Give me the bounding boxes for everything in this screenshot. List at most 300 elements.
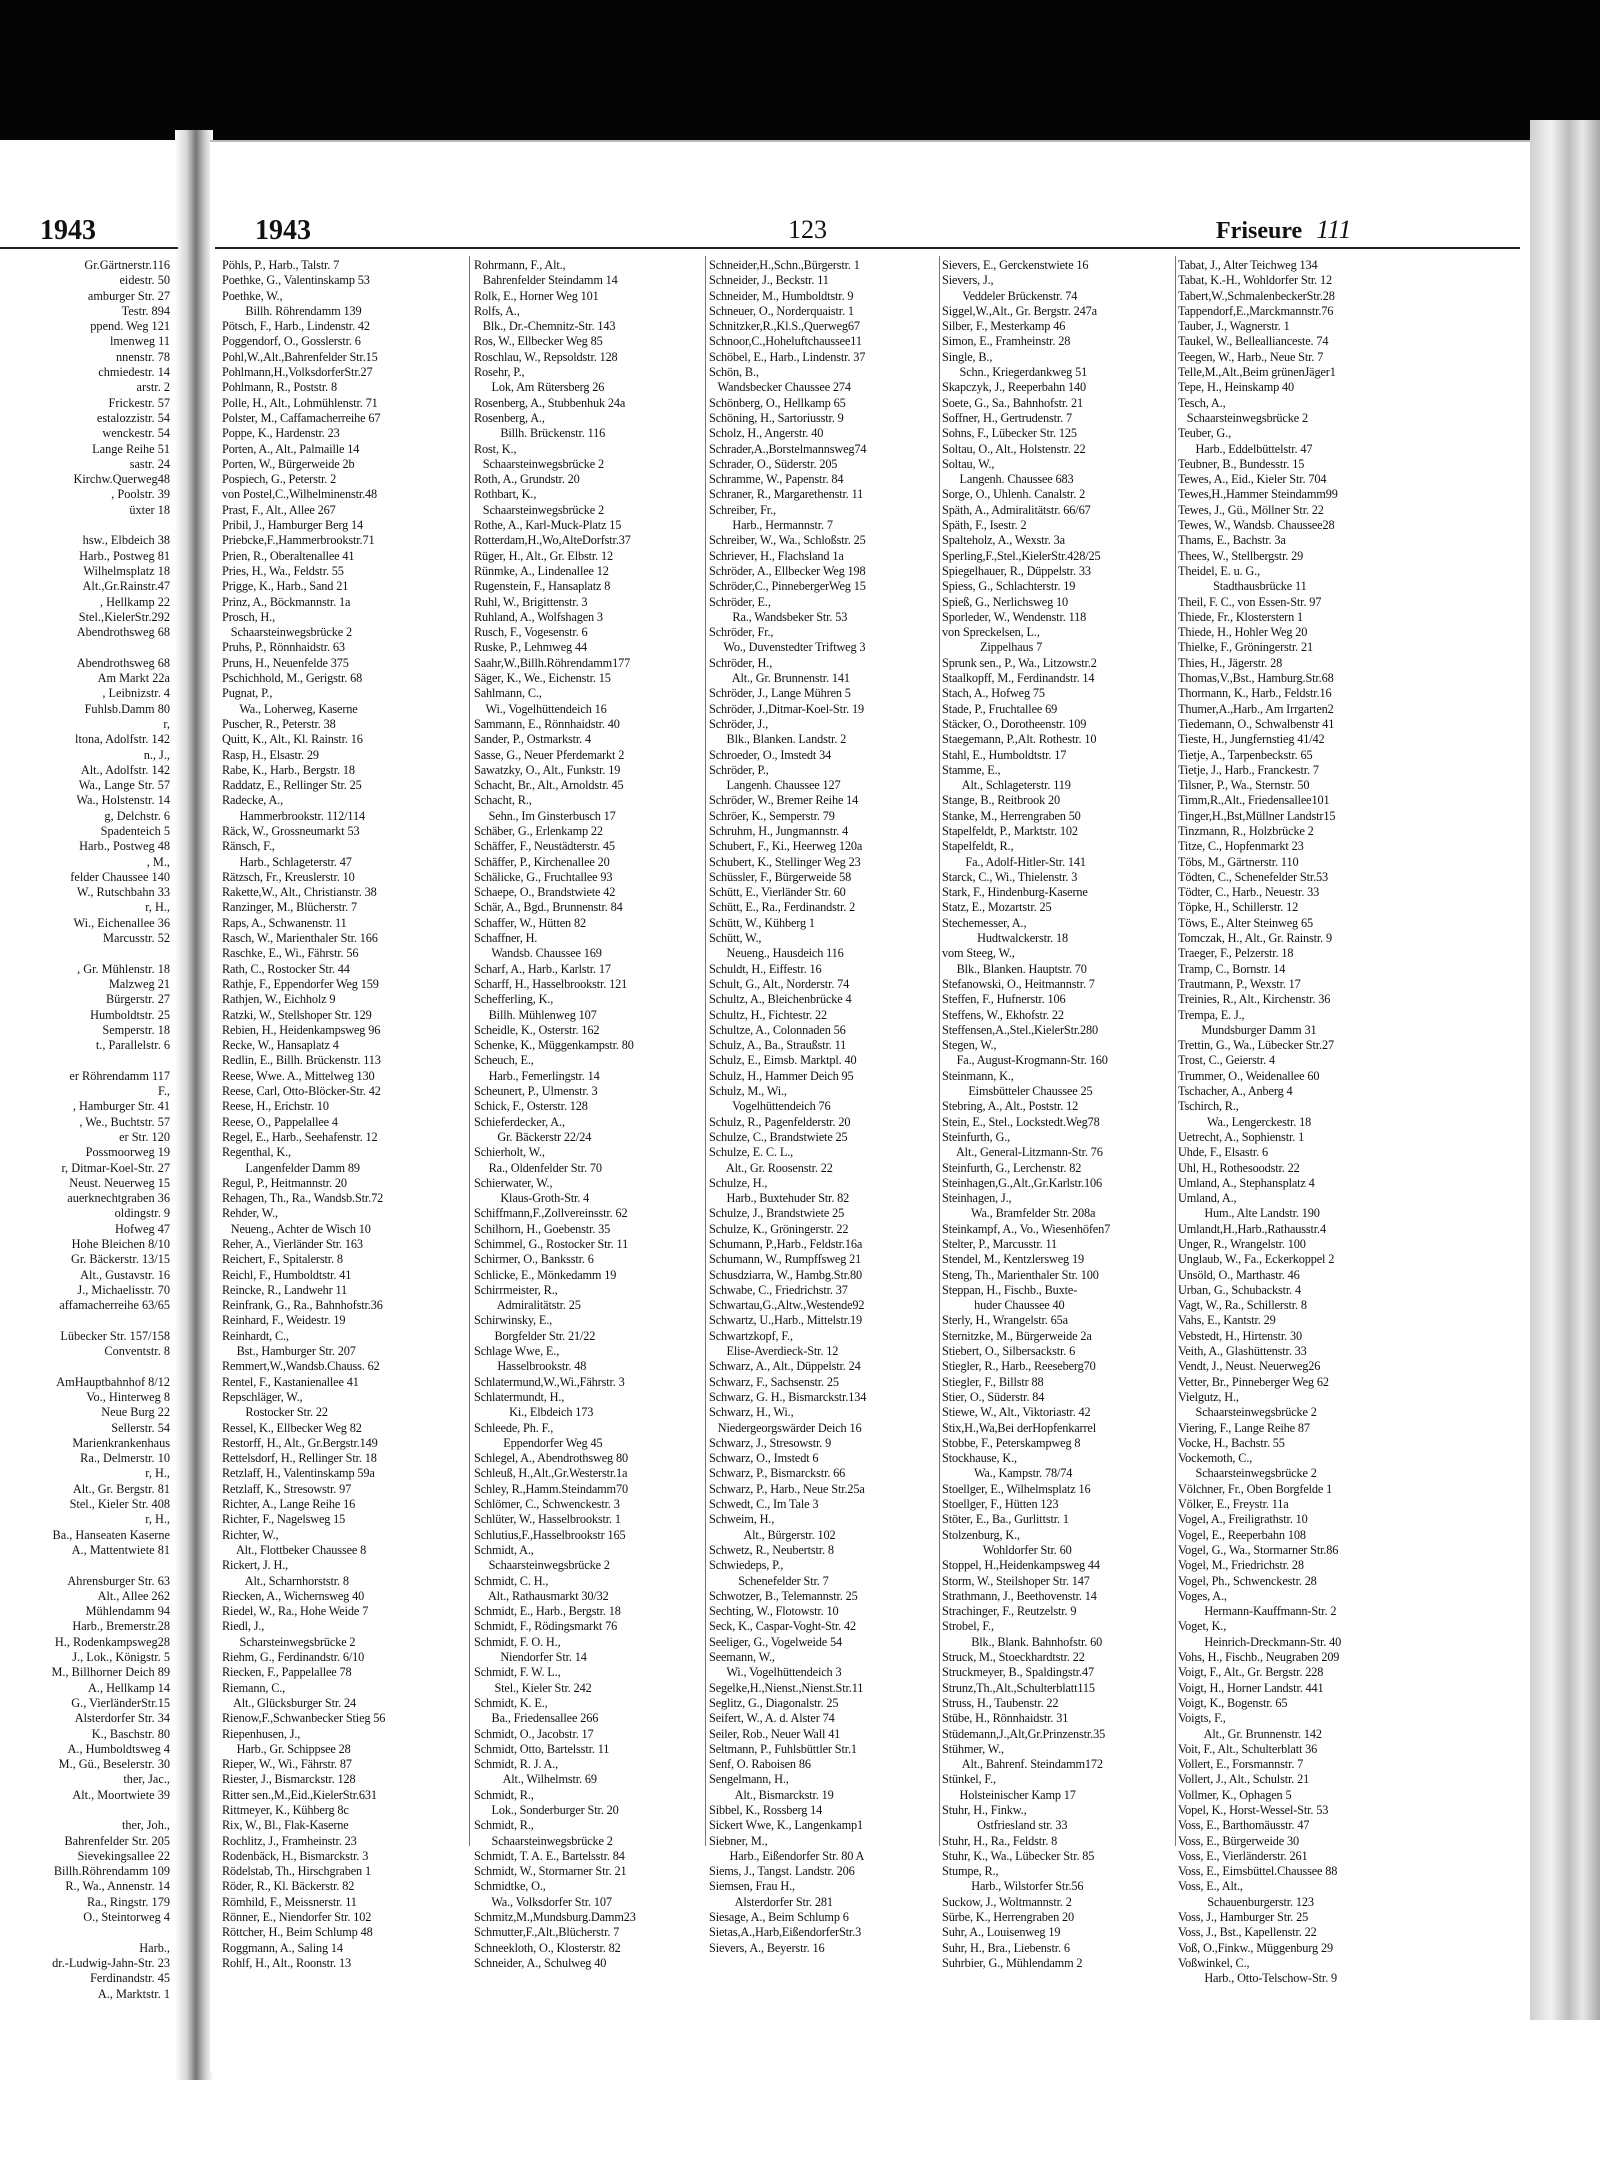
directory-entry: Strachinger, F., Reutzelstr. 9 (942, 1604, 1077, 1619)
directory-entry: Rolfs, A., (474, 303, 520, 318)
directory-entry: Rostocker Str. 22 (222, 1405, 328, 1420)
directory-entry: Pospiech, G., Peterstr. 2 (222, 472, 337, 487)
directory-entry: Tschirch, R., (1178, 1099, 1239, 1114)
directory-entry: Sietas,A.,Harb,EißendorferStr.3 (709, 1925, 862, 1940)
directory-entry: Spieß, G., Nerlichsweg 10 (942, 594, 1069, 609)
directory-entry: Vollert, J., Alt., Schulstr. 21 (1178, 1772, 1310, 1787)
directory-entry: Trost, C., Geierstr. 4 (1178, 1053, 1276, 1068)
directory-entry: Voigts, F., (1178, 1711, 1226, 1726)
directory-entry: Rosenberg, A., (474, 410, 545, 425)
directory-entry: Schreiber, W., Wa., Schloßstr. 25 (709, 533, 866, 548)
left-page-entry-fragment: er Röhrendamm 117 (69, 1068, 170, 1083)
directory-entry: Schmidt, T. A. E., Bartelsstr. 84 (474, 1848, 625, 1863)
directory-entry: Stiegler, F., Billstr 88 (942, 1374, 1044, 1389)
directory-entry: Sprunk sen., P., Wa., Litzowstr.2 (942, 655, 1097, 670)
directory-entry: Vetter, Br., Pinneberger Weg 62 (1178, 1374, 1329, 1389)
left-page-entry-fragment: Billh.Röhrendamm 109 (53, 1864, 170, 1879)
directory-entry: Raschke, E., Wi., Fährstr. 56 (222, 946, 359, 961)
directory-entry: Scheunert, P., Ulmenstr. 3 (474, 1084, 598, 1099)
directory-entry: Schütt, E., Vierländer Str. 60 (709, 885, 846, 900)
directory-entry: Sibbel, K., Rossberg 14 (709, 1802, 823, 1817)
directory-entry: Schönberg, O., Hellkamp 65 (709, 395, 846, 410)
directory-entry: Hudtwalckerstr. 18 (942, 931, 1068, 946)
directory-entry: Schumann, P.,Harb., Feldstr.16a (709, 1237, 863, 1251)
directory-entry: Gr. Bäckerstr 22/24 (474, 1129, 592, 1144)
directory-entry: Stuhr, K., Wa., Lübecker Str. 85 (942, 1848, 1095, 1863)
directory-entry: Schacht, Br., Alt., Arnoldstr. 45 (474, 778, 624, 793)
left-page-entry-fragment: Ferdinandstr. 45 (90, 1971, 170, 1986)
directory-entry: Vebstedt, H., Hirtenstr. 30 (1178, 1328, 1303, 1343)
directory-entry: Eppendorfer Weg 45 (474, 1435, 603, 1450)
directory-entry: Holsteinischer Kamp 17 (942, 1787, 1076, 1802)
directory-entry: Schröder,C., PinnebergerWeg 15 (709, 579, 866, 594)
directory-entry: Ki., Elbdeich 173 (474, 1405, 594, 1420)
directory-entry: Schrader, O., Süderstr. 205 (709, 456, 838, 471)
directory-entry: Hammerbrookstr. 112/114 (222, 808, 365, 823)
directory-entry: Stanke, M., Herrengraben 50 (942, 808, 1081, 823)
directory-entry: Remmert,W.,Wandsb.Chauss. 62 (222, 1359, 380, 1374)
directory-entry: Neueng., Achter de Wisch 10 (222, 1221, 371, 1236)
directory-entry: Rodenbäck, H., Bismarckstr. 3 (222, 1848, 369, 1863)
directory-entry: Schulz, A., Ba., Straußstr. 11 (709, 1038, 847, 1053)
directory-entry: Tinger,H.,Bst,Müllner Landstr15 (1178, 808, 1336, 823)
directory-entry: Alt., Bahrenf. Steindamm172 (942, 1757, 1103, 1772)
left-page-entry-fragment: Semperstr. 18 (102, 1022, 170, 1037)
directory-entry: Treinies, R., Alt., Kirchenstr. 36 (1178, 992, 1331, 1007)
directory-entry: Schierwater, W., (474, 1175, 553, 1190)
directory-entry: Schweim, H., (709, 1512, 775, 1527)
directory-entry: Sechting, W., Flotowstr. 10 (709, 1604, 839, 1619)
directory-entry: Rödelstab, Th., Hirschgraben 1 (222, 1864, 371, 1879)
directory-entry: Schneider, A., Schulweg 40 (474, 1955, 607, 1970)
directory-entry: Thees, W., Stellbergstr. 29 (1178, 548, 1304, 563)
directory-entry: Wa., Lengerckestr. 18 (1178, 1114, 1312, 1129)
directory-entry: Schwetz, R., Neubertstr. 8 (709, 1542, 834, 1557)
directory-entry: Uetrecht, A., Sophienstr. 1 (1178, 1129, 1305, 1144)
directory-entry: Ba., Friedensallee 266 (474, 1711, 599, 1726)
directory-entry: Mundsburger Damm 31 (1178, 1022, 1317, 1037)
directory-entry: Schaarsteinwegsbrücke 2 (1178, 410, 1308, 425)
left-page-entry-fragment: Marienkrankenhaus (72, 1435, 170, 1450)
directory-entry: Veith, A., Glashüttenstr. 33 (1178, 1344, 1307, 1359)
directory-entry: Schlutius,F.,Hasselbrookstr 165 (474, 1527, 626, 1542)
directory-entry: Schwotzer, B., Telemannstr. 25 (709, 1588, 858, 1603)
directory-entry: Harb., Femerlingstr. 14 (474, 1068, 600, 1083)
page-year: 1943 (255, 215, 311, 246)
directory-entry: Richter, W., (222, 1527, 279, 1542)
left-page-entry-fragment: Alsterdorfer Str. 34 (74, 1711, 170, 1726)
directory-entry: Schröder, H., (709, 655, 773, 670)
directory-entry: Roth, A., Grundstr. 20 (474, 472, 580, 487)
directory-entry: huder Chaussee 40 (942, 1298, 1065, 1313)
left-page-entry-fragment: Hofweg 47 (115, 1221, 170, 1236)
directory-entry: Wi., Vogelhüttendeich 3 (709, 1665, 842, 1680)
directory-entry: Riedl, J., (222, 1619, 265, 1634)
directory-entry: Voigt, F., Alt., Gr. Bergstr. 228 (1178, 1665, 1324, 1680)
directory-entry: Klaus-Groth-Str. 4 (474, 1191, 590, 1206)
directory-entry: Stein, E., Stel., Lockstedt.Weg78 (942, 1114, 1100, 1129)
directory-entry: Schulz, R., Pagenfelderstr. 20 (709, 1114, 851, 1129)
directory-entry: Steng, Th., Marienthaler Str. 100 (942, 1267, 1099, 1282)
directory-entry: Schulz, E., Eimsb. Marktpl. 40 (709, 1053, 857, 1068)
column-divider (939, 256, 940, 1846)
directory-entry: Pohl,W.,Alt.,Bahrenfelder Str.15 (222, 349, 378, 364)
directory-entry: Schult, G., Alt., Norderstr. 74 (709, 976, 850, 991)
directory-entry: Restorff, H., Alt., Gr.Bergstr.149 (222, 1435, 378, 1450)
directory-entry: Stier, O., Süderstr. 84 (942, 1389, 1045, 1404)
left-page-entry-fragment: Stel., Kieler Str. 408 (69, 1497, 170, 1512)
directory-entry: Tramp, C., Bornstr. 14 (1178, 961, 1286, 976)
directory-entry: Schulze, C., Brandstwiete 25 (709, 1129, 848, 1144)
directory-entry: Scheuch, E., (474, 1053, 534, 1068)
left-page-entry-fragment: hsw., Elbdeich 38 (82, 533, 170, 548)
directory-entry: Schütt, E., Ra., Ferdinandstr. 2 (709, 900, 856, 915)
left-page-entry-fragment: Stel.,KielerStr.292 (78, 609, 170, 624)
directory-entry: Tabat, J., Alter Teichweg 134 (1178, 258, 1318, 272)
left-page-entry-fragment: , M., (146, 854, 170, 869)
directory-entry: Scharf, A., Harb., Karlstr. 17 (474, 961, 611, 976)
directory-entry: Siems, J., Tangst. Landstr. 206 (709, 1864, 855, 1879)
directory-entry: Pries, H., Wa., Feldstr. 55 (222, 563, 344, 578)
directory-entry: Reese, Carl, Otto-Blöcker-Str. 42 (222, 1084, 381, 1099)
directory-entry: Steffens, W., Ekhofstr. 22 (942, 1007, 1064, 1022)
directory-entry: Umland, A., Stephansplatz 4 (1178, 1175, 1315, 1190)
directory-entry: Sievers, A., Beyerstr. 16 (709, 1940, 825, 1955)
directory-entry: Schenke, K., Müggenkampstr. 80 (474, 1038, 634, 1053)
left-header-rule (0, 247, 178, 249)
directory-entry: Stoellger, E., Wilhelmsplatz 16 (942, 1481, 1091, 1496)
directory-entry: Teuber, G., (1178, 426, 1231, 441)
directory-entry: Säger, K., We., Eichenstr. 15 (474, 671, 611, 686)
directory-entry: Rabe, K., Harb., Bergstr. 18 (222, 762, 355, 777)
directory-entry: Sternitzke, M., Bürgerweide 2a (942, 1328, 1092, 1343)
directory-entry: Röder, R., Kl. Bäckerstr. 82 (222, 1879, 355, 1894)
directory-entry: Alt., Gr. Brunnenstr. 141 (709, 671, 850, 686)
directory-entry: Schefferling, K., (474, 992, 554, 1007)
directory-entry: Schulze, H., (709, 1175, 768, 1190)
left-page-entry-fragment: eidestr. 50 (119, 273, 170, 288)
directory-entry: Stapelfeldt, P., Marktstr. 102 (942, 823, 1078, 838)
left-page-entry-fragment: Ahrensburger Str. 63 (67, 1573, 170, 1588)
directory-entry: Schröder, Fr., (709, 625, 774, 640)
directory-entry: Elise-Averdieck-Str. 12 (709, 1344, 839, 1359)
directory-entry: Strunz,Th.,Alt.,Schulterblatt115 (942, 1680, 1095, 1695)
directory-entry: Vocke, H., Bachstr. 55 (1178, 1435, 1285, 1450)
directory-entry: Riecken, F., Pappelallee 78 (222, 1665, 352, 1680)
directory-entry: Schlegel, A., Abendrothsweg 80 (474, 1451, 628, 1466)
directory-entry: Sohns, F., Lübecker Str. 125 (942, 426, 1077, 441)
directory-entry: Traeger, F., Pelzerstr. 18 (1178, 946, 1294, 961)
directory-entry: Segelke,H.,Nienst.,Nienst.Str.11 (709, 1680, 864, 1695)
directory-entry: Schmidt, C. H., (474, 1573, 549, 1588)
directory-entry: Schleede, Ph. F., (474, 1420, 554, 1435)
directory-entry: Sperling,F.,Stel.,KielerStr.428/25 (942, 548, 1101, 563)
directory-entry: Wa., Bramfelder Str. 208a (942, 1206, 1096, 1221)
directory-entry: Ranzinger, M., Blücherstr. 7 (222, 900, 357, 915)
directory-entry: Retzlaff, H., Valentinskamp 59a (222, 1466, 375, 1481)
directory-entry: Tiedemann, O., Schwalbenstr 41 (1178, 716, 1335, 731)
directory-entry: Ritter sen.,M.,Eid.,KielerStr.631 (222, 1787, 377, 1802)
directory-entry: Steffensen,A.,Stel.,KielerStr.280 (942, 1022, 1099, 1037)
directory-entry: Riepenhusen, J., (222, 1726, 301, 1741)
directory-entry: Räck, W., Grossneumarkt 53 (222, 823, 360, 838)
directory-entry: Stuhr, H., Finkw., (942, 1802, 1027, 1817)
left-page-entry-fragment: sastr. 24 (129, 456, 170, 471)
directory-entry: Schwarz, A., Alt., Düppelstr. 24 (709, 1359, 861, 1374)
directory-entry: Sawatzky, O., Alt., Funkstr. 19 (474, 762, 621, 777)
directory-entry: Vollmer, K., Ophagen 5 (1178, 1787, 1292, 1802)
directory-entry: Rathjen, W., Eichholz 9 (222, 992, 336, 1007)
directory-entry: Niendorfer Str. 14 (474, 1650, 587, 1665)
directory-entry: Reese, O., Pappelallee 4 (222, 1114, 338, 1129)
directory-entry: Soltau, O., Alt., Holstenstr. 22 (942, 441, 1086, 456)
directory-entry: Schaarsteinwegsbrücke 2 (474, 456, 604, 471)
directory-entry: Stefanowski, O., Heitmannstr. 7 (942, 976, 1095, 991)
directory-entry: Hum., Alte Landstr. 190 (1178, 1206, 1320, 1221)
directory-entry: Steinhagen,G.,Alt.,Gr.Karlstr.106 (942, 1175, 1103, 1190)
left-page-entry-fragment: Harb., Postweg 48 (79, 839, 170, 854)
directory-entry: Rüger, H., Alt., Gr. Elbstr. 12 (474, 548, 614, 563)
directory-entry: Schroeder, O., Imstedt 34 (709, 747, 832, 762)
directory-entry: Schubert, F., Ki., Heerweg 120a (709, 839, 863, 854)
directory-entry: Rosehr, P., (474, 365, 525, 380)
directory-entry: Puscher, R., Peterstr. 38 (222, 716, 336, 731)
directory-entry: Eimsbütteler Chaussee 25 (942, 1084, 1093, 1099)
directory-entry: Richter, F., Nagelsweg 15 (222, 1512, 346, 1527)
directory-entry: Pruhs, P., Rönnhaidstr. 63 (222, 640, 345, 655)
directory-entry: Schröder, W., Bremer Reihe 14 (709, 793, 859, 808)
directory-entry: Vendt, J., Neust. Neuerweg26 (1178, 1359, 1321, 1374)
directory-entry: Stark, F., Hindenburg-Kaserne (942, 885, 1088, 900)
directory-entry: Soltau, W., (942, 456, 995, 471)
left-page-entry-fragment: ther, Jac., (123, 1772, 170, 1787)
directory-entry: Harb., Otto-Telschow-Str. 9 (1178, 1971, 1338, 1986)
directory-entry: Stamme, E., (942, 762, 1001, 777)
directory-entry: Ressel, K., Ellbecker Weg 82 (222, 1420, 362, 1435)
directory-entry: Stöter, E., Ba., Gurlittstr. 1 (942, 1512, 1069, 1527)
left-page-entry-fragment: Lübecker Str. 157/158 (60, 1328, 170, 1343)
left-page-entry-fragment: Gr.Gärtnerstr.116 (84, 258, 170, 272)
directory-entry: Schruhm, H., Jungmannstr. 4 (709, 823, 849, 838)
directory-entry: Thies, H., Jägerstr. 28 (1178, 655, 1283, 670)
left-page-entry-fragment (0, 1925, 170, 1940)
directory-entry: Schwarz, H., Wi., (709, 1405, 794, 1420)
directory-entry: Schierholt, W., (474, 1145, 545, 1160)
directory-entry: Urban, G., Schubackstr. 4 (1178, 1282, 1301, 1297)
directory-entry: Vielgutz, H., (1178, 1389, 1239, 1404)
directory-entry: Taukel, W., Belleallianceste. 74 (1178, 334, 1329, 349)
directory-entry: Ra., Wandsbeker Str. 53 (709, 609, 848, 624)
directory-entry: Sürbe, K., Herrengraben 20 (942, 1910, 1075, 1925)
directory-entry: Staalkopff, M., Ferdinandstr. 14 (942, 671, 1095, 686)
left-page-entry-fragment: chmiedestr. 14 (98, 365, 170, 380)
directory-column-4 (942, 258, 1176, 1971)
directory-entry: Simon, E., Framheinstr. 28 (942, 334, 1071, 349)
directory-entry: Vockemoth, C., (1178, 1451, 1253, 1466)
directory-entry: Schlömer, C., Schwenckestr. 3 (474, 1497, 620, 1512)
directory-entry: Schmutter,F.,Alt.,Blücherstr. 7 (474, 1925, 620, 1940)
directory-entry: Schmidt, O., Jacobstr. 17 (474, 1726, 594, 1741)
directory-entry: Pschichhold, M., Gerigstr. 68 (222, 671, 363, 686)
directory-entry: Voss, J., Bst., Kapellenstr. 22 (1178, 1925, 1317, 1940)
directory-entry: Spiegelhauer, R., Düppelstr. 33 (942, 563, 1091, 578)
left-page-entry-fragment: r, Ditmar-Koel-Str. 27 (61, 1160, 170, 1175)
directory-entry: Quitt, K., Alt., Kl. Rainstr. 16 (222, 732, 363, 747)
left-page-entry-fragment: g, Delchstr. 6 (104, 808, 170, 823)
directory-entry: Schwabe, C., Friedrichstr. 37 (709, 1282, 848, 1297)
directory-entry: Schär, A., Bgd., Brunnenstr. 84 (474, 900, 623, 915)
directory-entry: Lok., Sonderburger Str. 20 (474, 1802, 619, 1817)
left-page-entry-fragment: affamacherreihe 63/65 (59, 1298, 170, 1313)
left-page-entry-fragment: r, H., (145, 900, 170, 915)
left-page-entry-fragment: A., Marktstr. 1 (97, 1986, 170, 2001)
directory-entry: Rittmeyer, K., Kühberg 8c (222, 1802, 349, 1817)
directory-entry: Schirwinsky, E., (474, 1313, 553, 1328)
section-title: Friseure (1216, 218, 1303, 244)
directory-entry: Schlüter, W., Hasselbrookstr. 1 (474, 1512, 621, 1527)
left-page-entry-fragment: A., Mattentwiete 81 (71, 1542, 170, 1557)
directory-entry: Stoppel, H.,Heidenkampsweg 44 (942, 1558, 1100, 1573)
directory-entry: Alt., Wilhelmstr. 69 (474, 1772, 597, 1787)
directory-entry: Repschläger, W., (222, 1389, 303, 1404)
directory-entry: Rettelsdorf, H., Rellinger Str. 18 (222, 1451, 377, 1466)
directory-entry: Veddeler Brückenstr. 74 (942, 288, 1078, 303)
directory-entry: Schaffer, W., Hütten 82 (474, 915, 586, 930)
directory-entry: Wo., Duvenstedter Triftweg 3 (709, 640, 866, 655)
directory-entry: Vagt, W., Ra., Schillerstr. 8 (1178, 1298, 1307, 1313)
directory-entry: Blk., Blanken. Landstr. 2 (709, 732, 847, 747)
directory-entry: Schaarsteinwegsbrücke 2 (1178, 1466, 1317, 1481)
directory-entry: Schröder, A., Ellbecker Weg 198 (709, 563, 866, 578)
left-page-entry-fragment: Frickestr. 57 (108, 395, 170, 410)
left-page-entry-fragment: estalozzistr. 54 (96, 410, 170, 425)
directory-entry: Schulz, H., Hammer Deich 95 (709, 1068, 854, 1083)
directory-entry: Schneuer, O., Norderquaistr. 1 (709, 303, 854, 318)
directory-entry: Stockhause, K., (942, 1451, 1017, 1466)
directory-entry: Reichl, F., Humboldtstr. 41 (222, 1267, 352, 1282)
directory-entry: Schuldt, H., Eiffestr. 16 (709, 961, 822, 976)
directory-entry: Schulze, K., Gröningerstr. 22 (709, 1221, 849, 1236)
directory-entry: Sorge, O., Uhlenh. Canalstr. 2 (942, 487, 1086, 502)
section-heading (1216, 215, 1351, 245)
directory-entry: Schmidt, E., Harb., Bergstr. 18 (474, 1604, 621, 1619)
directory-entry: Pohlmann, R., Poststr. 8 (222, 380, 337, 395)
directory-entry: Alt., Scharnhorststr. 8 (222, 1573, 349, 1588)
left-page-entry-fragment: Alt., Adolfstr. 142 (80, 762, 170, 777)
directory-entry: Trummer, O., Weidenallee 60 (1178, 1068, 1320, 1083)
directory-entry: Prigge, K., Harb., Sand 21 (222, 579, 349, 594)
left-page-entry-fragment: Possmoorweg 19 (85, 1145, 170, 1160)
directory-entry: Polle, H., Alt., Lohmühlenstr. 71 (222, 395, 378, 410)
directory-entry: Ros, W., Ellbecker Weg 85 (474, 334, 603, 349)
left-page-entry-fragment: nnenstr. 78 (116, 349, 170, 364)
left-page-entry-fragment: Alt., Gr. Bergstr. 81 (72, 1481, 170, 1496)
directory-entry: Schiffmann,F.,Zollvereinsstr. 62 (474, 1206, 628, 1221)
directory-entry: Roschlau, W., Repsoldstr. 128 (474, 349, 618, 364)
directory-entry: Schmidt, F., Rödingsmarkt 76 (474, 1619, 618, 1634)
directory-entry: Tilsner, P., Wa., Sternstr. 50 (1178, 778, 1310, 793)
directory-entry: Voit, F., Alt., Schulterblatt 36 (1178, 1741, 1318, 1756)
directory-entry: Rebien, H., Heidenkampsweg 96 (222, 1022, 381, 1037)
directory-entry: Sievers, J., (942, 273, 994, 288)
directory-entry: Heinrich-Dreckmann-Str. 40 (1178, 1634, 1342, 1649)
directory-entry: Unger, R., Wrangelstr. 100 (1178, 1237, 1306, 1251)
left-page-entry-fragment: O., Steintorweg 4 (83, 1910, 170, 1925)
directory-entry: Völker, E., Freystr. 11a (1178, 1497, 1289, 1512)
directory-entry: Seiler, Rob., Neuer Wall 41 (709, 1726, 841, 1741)
directory-entry: Thormann, K., Harb., Feldstr.16 (1178, 686, 1332, 701)
directory-entry: Voß, O.,Finkw., Müggenburg 29 (1178, 1940, 1333, 1955)
directory-entry: Wa., Kampstr. 78/74 (942, 1466, 1073, 1481)
directory-entry: Schirmer, O., Banksstr. 6 (474, 1252, 594, 1267)
directory-entry: Riehm, G., Ferdinandstr. 6/10 (222, 1650, 365, 1665)
directory-entry: Schaarsteinwegsbrücke 2 (474, 502, 604, 517)
column-divider (1175, 256, 1176, 1846)
directory-entry: Wa., Loherweg, Kaserne (222, 701, 358, 716)
left-page-entry-fragment: J., Lok., Königstr. 5 (72, 1650, 170, 1665)
directory-entry: Soete, G., Sa., Bahnhofstr. 21 (942, 395, 1084, 410)
directory-entry: Struck, M., Stoeckhardtstr. 22 (942, 1650, 1085, 1665)
directory-entry: Viering, F., Lange Reihe 87 (1178, 1420, 1310, 1435)
directory-entry: Porten, W., Bürgerweide 2b (222, 456, 355, 471)
directory-entry: Polster, M., Caffamacherreihe 67 (222, 410, 381, 425)
directory-entry: Sammann, E., Rönnhaidstr. 40 (474, 716, 620, 731)
directory-entry: Schusdziarra, W., Hambg.Str.80 (709, 1267, 862, 1282)
directory-entry: vom Steeg, W., (942, 946, 1015, 961)
directory-entry: Strathmann, J., Beethovenstr. 14 (942, 1588, 1097, 1603)
directory-entry: Vohs, H., Fischb., Neugraben 209 (1178, 1650, 1340, 1665)
directory-entry: Poppe, K., Hardenstr. 23 (222, 426, 340, 441)
left-page-entry-fragment: ppend. Weg 121 (90, 319, 170, 334)
left-page-entry-fragment: dr.-Ludwig-Jahn-Str. 23 (52, 1955, 170, 1970)
directory-entry: Harb., Schlageterstr. 47 (222, 854, 352, 869)
left-page-entry-fragment: Sellerstr. 54 (111, 1420, 170, 1435)
directory-entry: Vollert, E., Forsmannstr. 7 (1178, 1757, 1304, 1772)
left-page-entry-fragment: Bahrenfelder Str. 205 (64, 1833, 170, 1848)
directory-entry: Rix, W., Bl., Flak-Kaserne (222, 1818, 349, 1833)
directory-entry: Schubert, K., Stellinger Weg 23 (709, 854, 861, 869)
directory-entry: Ra., Oldenfelder Str. 70 (474, 1160, 602, 1175)
directory-entry: Rentel, F., Kastanienallee 41 (222, 1374, 359, 1389)
left-page-entry-fragment: n., J., (143, 747, 170, 762)
directory-entry: Scheidle, K., Osterstr. 162 (474, 1022, 600, 1037)
directory-entry: Schumann, W., Rumpffsweg 21 (709, 1252, 862, 1267)
directory-entry: Sehn., Im Ginsterbusch 17 (474, 808, 616, 823)
directory-entry: Neueng., Hausdeich 116 (709, 946, 844, 961)
directory-entry: Sievers, E., Gerckenstwiete 16 (942, 258, 1089, 272)
directory-entry: Rochlitz, J., Framheinstr. 23 (222, 1833, 357, 1848)
left-page-entry-fragment: Conventstr. 8 (104, 1344, 170, 1359)
directory-entry: Ruhl, W., Brigittenstr. 3 (474, 594, 588, 609)
directory-entry: Soffner, H., Gertrudenstr. 7 (942, 410, 1072, 425)
left-page-entry-fragment: Wa., Lange Str. 57 (78, 778, 170, 793)
directory-entry: Alt., Bismarckstr. 19 (709, 1787, 834, 1802)
directory-entry: Vogel, G., Wa., Stormarner Str.86 (1178, 1542, 1339, 1557)
directory-entry: Töws, E., Alter Steinweg 65 (1178, 915, 1313, 930)
directory-entry: Tieste, H., Jungfernstieg 41/42 (1178, 732, 1325, 747)
directory-entry: Harb., Buxtehuder Str. 82 (709, 1191, 850, 1206)
directory-entry: Rotterdam,H.,Wo,AlteDorfstr.37 (474, 533, 631, 548)
directory-entry: Rasp, H., Elsastr. 29 (222, 747, 319, 762)
left-page-entry-fragment: Kirchw.Querweg48 (73, 472, 170, 487)
directory-entry: Tewes,H.,Hammer Steindamm99 (1178, 487, 1338, 502)
directory-entry: Stelter, P., Marcusstr. 11 (942, 1237, 1058, 1251)
directory-entry: Suhr, H., Bra., Liebenstr. 6 (942, 1940, 1070, 1955)
directory-entry: Vogel, E., Reeperbahn 108 (1178, 1527, 1306, 1542)
directory-entry: Recke, W., Hansaplatz 4 (222, 1038, 339, 1053)
left-page-entry-fragment: Vo., Hinterweg 8 (86, 1389, 170, 1404)
directory-entry: Stebring, A., Alt., Poststr. 12 (942, 1099, 1079, 1114)
